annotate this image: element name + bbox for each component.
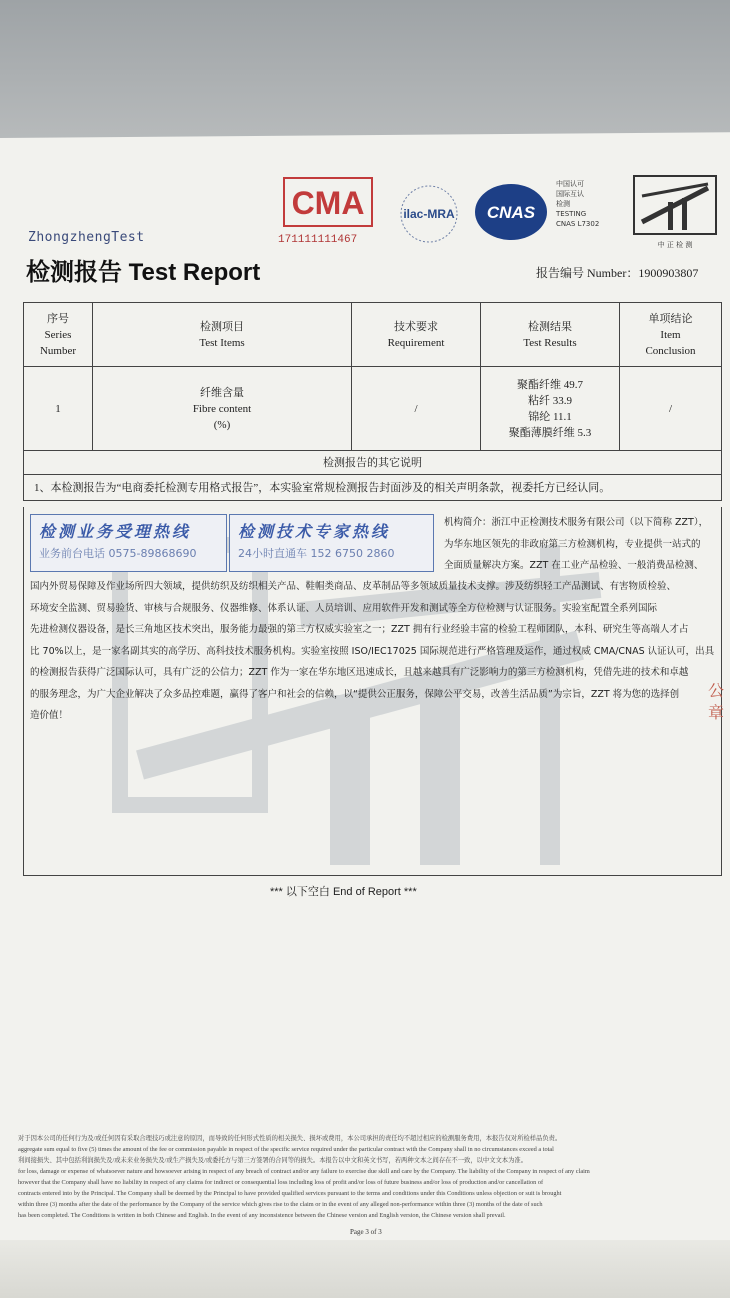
statement-text: 1、本检测报告为“电商委托检测专用格式报告”，本实验室常规检测报告封面涉及的相关声明条款，视委托方已经认同。	[24, 475, 722, 501]
cma-logo	[282, 176, 374, 228]
test-results-table	[23, 302, 722, 501]
cell-test-item: 纤维含量 Fibre content (%)	[93, 367, 352, 451]
business-hotline-title: 检测业务受理热线	[39, 522, 192, 541]
intro-text: 国内外贸易保障及作业场所四大领域，提供纺织及纺织相关产品、鞋帽类商品、皮革制品等多领域质量技术支撑。涉及纺织轻工产品测试、有害物质检验、 环境安全监测、贸易验货、审核与合规服务、仪器维修、体系认证、人员培训、应用软件开发和测试等全方位检测与认证服务。实验室配置全系列国际 先进检测仪器设备，是长三角地区技术突出，服务能力最强的第三方权威实验室之一；ZZT 拥有行业经验丰富的检验工程师团队，本科、研究生等高端人才占 比 70%以上，是一家名副其实的高学历、高科技技术服务机构。实验室按照 ISO/IEC17025 国际规范进行严格管理及运作，通过权威 CMA/CNAS 认证认可，出具 的检测报告获得广泛国际认可，具有广泛的公信力；ZZT 作为一家在华东地区迅速成长，且越来越具有广泛影响力的第三方检测机构，凭借先进的技术和卓越 的服务理念，为广大企业解决了众多品控难题，赢得了客户和社会的信赖，以“提供公正服务，保障公平交易，改善生活品质”为宗旨，ZZT 将为您的选择创 造价值！	[30, 581, 715, 721]
statement-row	[24, 475, 722, 501]
cnas-accreditation-text: 中国认可 国际互认 检测 TESTING CNAS L7302	[556, 180, 600, 228]
svg-text:CMA: CMA	[291, 185, 365, 221]
header-test-results: 检测结果 Test Results	[481, 303, 620, 367]
page-number: Page 3 of 3	[350, 1228, 382, 1236]
page-bottom-shade	[0, 1240, 730, 1298]
svg-text:CNAS: CNAS	[486, 203, 536, 222]
cell-results: 聚酯纤维 49.7 粘纤 33.9 锦纶 11.1 聚酯薄膜纤维 5.3	[481, 367, 620, 451]
other-notes-title: 检测报告的其它说明	[24, 451, 722, 475]
intro-first-lines: 机构简介：浙江中正检测技术服务有限公司（以下简称 ZZT）， 为华东地区领先的非政府第三方检测机构，专业提供一站式的 全面质量解决方案。ZZT 在工业产品检验、一般消费品检测、	[444, 517, 709, 571]
report-number: 报告编号 Number：1900903807	[536, 266, 699, 280]
other-notes-title-row	[24, 451, 722, 475]
cell-conclusion: /	[620, 367, 722, 451]
expert-hotline-phone: 24小时直通车 152 6750 2860	[238, 547, 395, 560]
legal-fine-print: 对于因本公司的任何行为及/或任何因有采取合理技巧或注意的原因，而导致的任何形式性质的相关损失、损坏或费用，本公司承担的责任均不超过相应的检测服务费用，本报告仅对所检样品负责。 aggregate sum equal to five (5) times the amount of the fee or commission payable in respect of the specific service required under the particular contract with the Company shall in no circumstances exceed a total 利间接损失、其中包括利润损失及/或未来业务损失及/或生产损失及/或委托方与第三方签署的合同等的损失。本报告以中文和英文书写，若两种文本之间存在不一致，以中文文本为准。 for loss, damage or expense of whatsoever nature and howsoever arising in respect of any breach of contract and/or any failure to exercise due skill and care by the Company. The liability of the Company in respect of any claim however that the Company shall have no liability in respect of any claims for indirect or consequential loss including loss of profit and/or loss of future business and/or loss of production and/or cancellation of contracts entered into by the Principal. The Company shall be deemed by the Principal to have provided qualified services pursuant to the terms and conditions under this Conditions unless objection or suit is brought within three (3) months after the date of the performance by the Company of the service which gives rise to the claim or in the event of any alleged non-performance within three (3) months of the date of such has been completed. The Conditions is written in both Chinese and English. In the event of any inconsistence between the Chinese version and English version, the Chinese version shall prevail.	[18, 1135, 590, 1219]
cell-series: 1	[24, 367, 93, 451]
svg-text:ilac-MRA: ilac-MRA	[403, 207, 455, 221]
cell-requirement: /	[352, 367, 481, 451]
business-hotline-box	[30, 514, 227, 572]
expert-hotline-box	[229, 514, 434, 572]
table-row	[24, 367, 722, 451]
end-of-report: *** 以下空白 End of Report ***	[270, 886, 417, 898]
header-test-items: 检测项目 Test Items	[93, 303, 352, 367]
header-series: 序号 Series Number	[24, 303, 93, 367]
header-conclusion: 单项结论 Item Conclusion	[620, 303, 722, 367]
cnas-logo	[472, 181, 550, 243]
zzt-caption: 中 正 检 测	[657, 241, 693, 249]
zzt-logo	[632, 174, 718, 250]
page-title: 检测报告 Test Report	[26, 259, 261, 286]
header-requirement: 技术要求 Requirement	[352, 303, 481, 367]
ilac-mra-logo	[394, 183, 464, 245]
company-name-en: ZhongzhengTest	[28, 230, 145, 245]
table-header-row	[24, 303, 722, 367]
expert-hotline-title: 检测技术专家热线	[238, 522, 391, 541]
cma-number: 171111111467	[278, 234, 358, 246]
background-surface	[0, 0, 730, 150]
side-seal-stamp: 公 章	[708, 681, 725, 722]
business-hotline-phone: 业务前台电话 0575-89868690	[39, 547, 197, 560]
